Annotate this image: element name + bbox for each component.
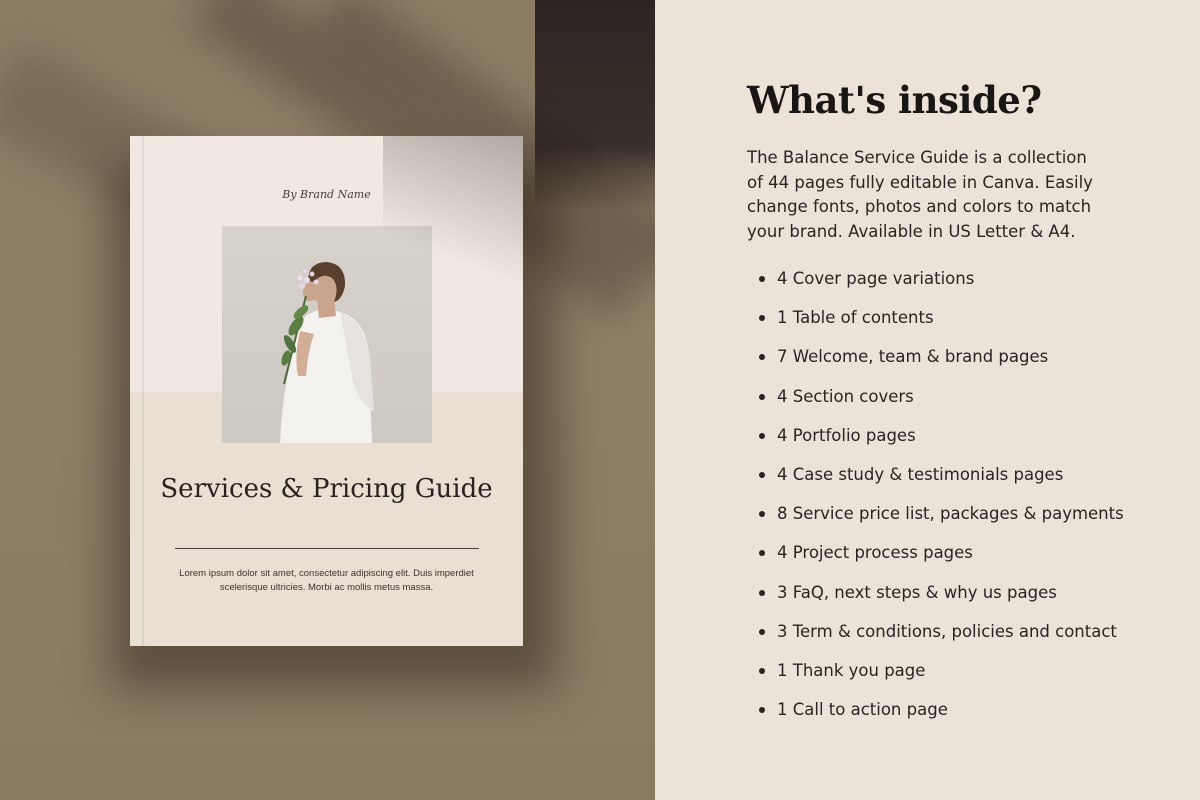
cover-divider [175,548,479,549]
bullet-icon [759,707,765,713]
cover-title: Services & Pricing Guide [160,474,493,504]
feature-label: 4 Portfolio pages [777,425,916,445]
bullet-icon [759,668,765,674]
feature-label: 4 Cover page variations [777,269,975,288]
feature-label: 3 FaQ, next steps & why us pages [777,582,1057,602]
feature-label: 8 Service price list, packages & payments [777,504,1124,524]
list-item [759,305,1124,344]
list-item [759,501,1124,540]
bullet-icon [759,394,765,400]
list-item [759,462,1124,501]
list-item [759,619,1124,658]
list-item [759,540,1124,579]
feature-label: 1 Call to action page [777,700,948,720]
list-item [759,697,1124,736]
feature-label: 4 Case study & testimonials pages [777,464,1064,484]
info-panel [655,0,1200,800]
list-item [759,384,1124,423]
bullet-icon [759,472,765,478]
bullet-icon [759,276,765,282]
bullet-icon [759,433,765,439]
book-spine [142,136,144,646]
feature-label: 3 Term & conditions, policies and contact [777,621,1117,641]
list-item [759,344,1124,383]
cover-description: Lorem ipsum dolor sit amet, consectetur adipiscing elit. Duis imperdiet scelerisque ultricies. Morbi ac mollis metus massa. [179,568,474,593]
feature-label: 4 Section covers [777,386,914,406]
feature-label: 1 Table of contents [777,308,934,328]
feature-label: 7 Welcome, team & brand pages [777,347,1049,367]
bullet-icon [759,511,765,517]
feature-list [759,266,1124,736]
guide-book-cover [130,136,523,646]
list-item [759,658,1124,697]
list-item [759,423,1124,462]
bullet-icon [759,590,765,596]
bullet-icon [759,550,765,556]
bullet-icon [759,315,765,321]
cover-shadow-sheen [383,136,523,336]
brand-name-label: By Brand Name [282,188,371,201]
feature-label: 4 Project process pages [777,543,973,563]
list-item [759,266,1124,305]
panel-heading: What's inside? [747,78,1042,122]
bullet-icon [759,629,765,635]
panel-intro: The Balance Service Guide is a collection of 44 pages fully editable in Canva. Easily change fonts, photos and colors to match your brand. Available in US Letter & A4. [747,148,1093,241]
list-item [759,580,1124,619]
bullet-icon [759,354,765,360]
feature-label: 1 Thank you page [777,660,926,680]
